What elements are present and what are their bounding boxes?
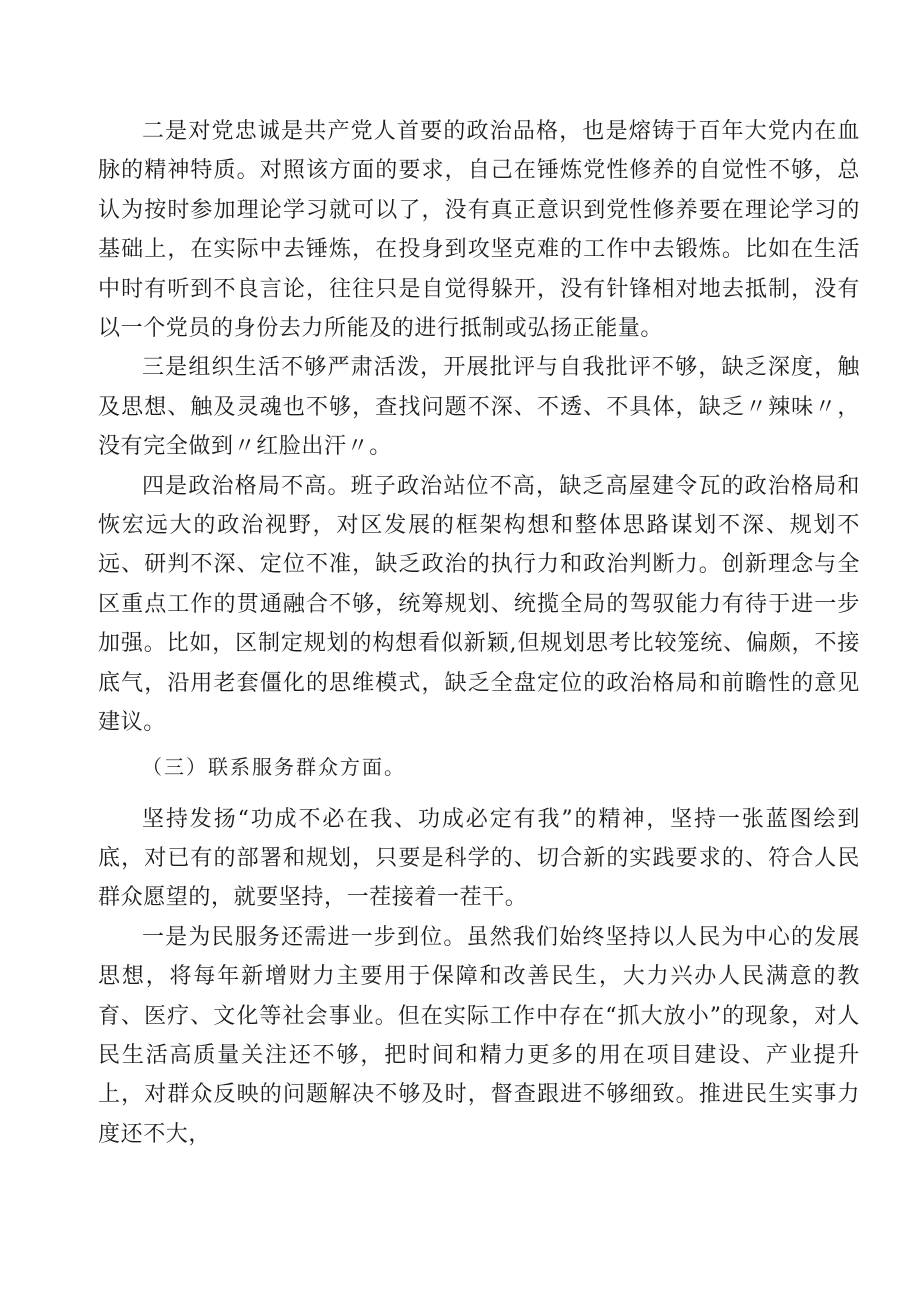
section-heading: （三）联系服务群众方面。 <box>142 754 406 779</box>
paragraph-serving-people: 一是为民服务还需进一步到位。虽然我们始终坚持以人民为中心的发展思想，将每年新增财力主要用于保障和改善民生，大力兴办人民满意的教育、医疗、文化等社会事业。但在实际工作中存在“抓大放小”的现象，对人民生活高质量关注还不够，把时间和精力更多的用在项目建设、产业提升上，对群众反映的问题解决不够及时，督查跟进不够细致。推进民生实事力度还不大， <box>98 924 860 1147</box>
paragraph-blueprint: 坚持发扬“功成不必在我、功成必定有我”的精神，坚持一张蓝图绘到底，对已有的部署和规划，只要是科学的、切合新的实践要求的、符合人民群众愿望的，就要坚持，一茬接着一茬干。 <box>98 806 860 911</box>
paragraph-political-vision: 四是政治格局不高。班子政治站位不高，缺乏高屋建令瓦的政治格局和恢宏远大的政治视野，对区发展的框架构想和整体思路谋划不深、规划不远、研判不深、定位不准，缺乏政治的执行力和政治判断力。创新理念与全区重点工作的贯通融合不够，统筹规划、统揽全局的驾驭能力有待于进一步加强。比如，区制定规划的构想看似新颖,但规划思考比较笼统、偏颇，不接底气，沿用老套僵化的思维模式，缺乏全盘定位的政治格局和前瞻性的意见建议。 <box>98 473 860 736</box>
document-body <box>98 112 860 1154</box>
paragraph-organizational-life: 三是组织生活不够严肃活泼，开展批评与自我批评不够，缺乏深度，触及思想、触及灵魂也不够，查找问题不深、不透、不具体，缺乏〃辣味〃，没有完全做到〃红脸出汗〃。 <box>98 355 860 460</box>
paragraph-loyalty: 二是对党忠诚是共产党人首要的政治品格，也是熔铸于百年大党内在血脉的精神特质。对照该方面的要求，自己在锤炼党性修养的自觉性不够，总认为按时参加理论学习就可以了，没有真正意识到党性修养要在理论学习的基础上，在实际中去锤炼，在投身到攻坚克难的工作中去锻炼。比如在生活中时有听到不良言论，往往只是自觉得躲开，没有针锋相对地去抵制，没有以一个党员的身份去力所能及的进行抵制或弘扬正能量。 <box>98 119 860 342</box>
